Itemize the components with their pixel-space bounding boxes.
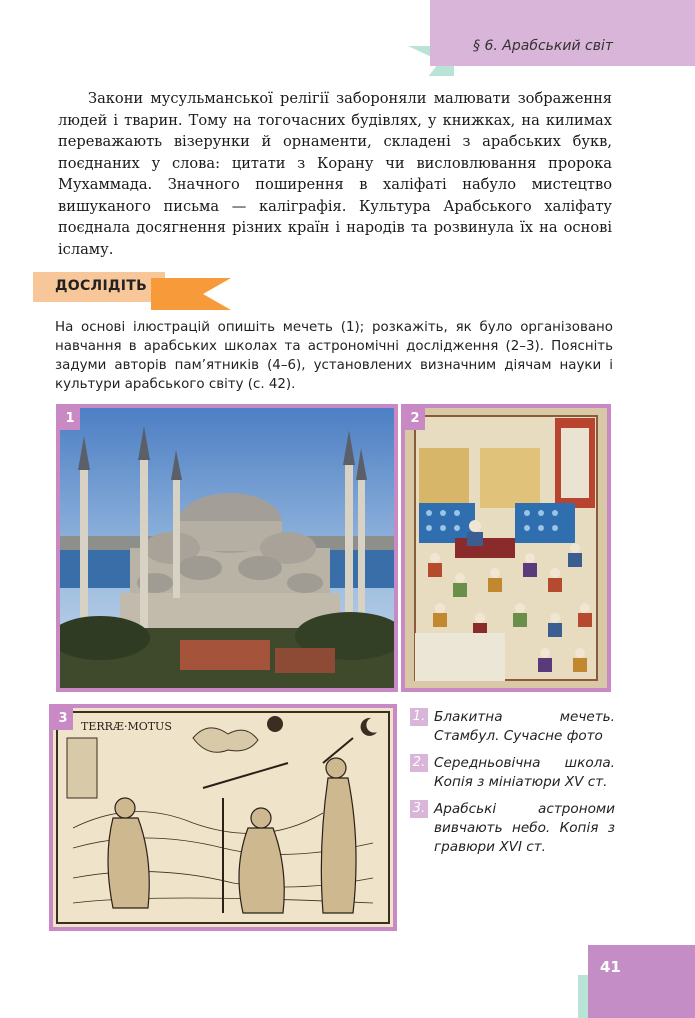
research-label: ДОСЛІДІТЬ — [55, 278, 148, 294]
body-paragraph: Закони мусульманської релігії забороняли малювати зображення людей і тварин. Тому на тогочасних будівлях, у книжках, на килимах переважають візерунки й орнаменти, складені з арабських букв, поєднаних у слова: цитати з Корану чи висловлювання пророка Мухаммада. Значного поширення в халіфаті набуло мистецтво вишуканого письма — каліграфія. Культура Арабського халіфату поєднала досягнення різних країн і народів та розвинула їх на основі ісламу. — [58, 90, 612, 258]
page-number: 41 — [600, 958, 621, 976]
caption-text: Арабські астрономи вивчають небо. Копія з гравюри XVI ст. — [434, 801, 615, 855]
page-number-tab — [588, 945, 695, 1018]
blue-mosque-photo — [60, 408, 394, 688]
figure-number-1: 1 — [60, 408, 80, 430]
caption-number: 1. — [410, 708, 428, 726]
caption-item — [410, 754, 615, 792]
research-ribbon — [151, 278, 231, 310]
figure-number-3: 3 — [53, 708, 73, 730]
engraving-inscription: TERRÆ·MOTUS — [81, 720, 172, 733]
caption-text: Середньовічна школа. Копія з мініатюри XV ст. — [434, 755, 615, 790]
research-label-badge — [33, 272, 203, 312]
caption-text: Блакитна мечеть. Стамбул. Сучасне фото — [434, 709, 615, 744]
school-miniature-image — [405, 408, 607, 688]
header-tab — [430, 0, 695, 66]
figure-blue-mosque — [56, 404, 398, 692]
research-task-text: На основі ілюстрацій опишіть мечеть (1); розкажіть, як було організовано навчання в арабських школах та астрономічні дослідження (2–3). Поясніть задуми авторів пам’ятників (4–6), установлених визначним діячам науки і культури арабського світу (с. 42). — [55, 320, 613, 392]
caption-item — [410, 708, 615, 746]
figure-astronomers-engraving — [49, 704, 397, 931]
section-title: § 6. Арабський світ — [473, 38, 613, 54]
figure-number-2: 2 — [405, 408, 425, 430]
caption-item — [410, 800, 615, 857]
astronomers-engraving-image — [53, 708, 393, 927]
figure-medieval-school — [401, 404, 611, 692]
caption-number: 3. — [410, 800, 428, 818]
caption-number: 2. — [410, 754, 428, 772]
figure-captions — [410, 708, 615, 865]
